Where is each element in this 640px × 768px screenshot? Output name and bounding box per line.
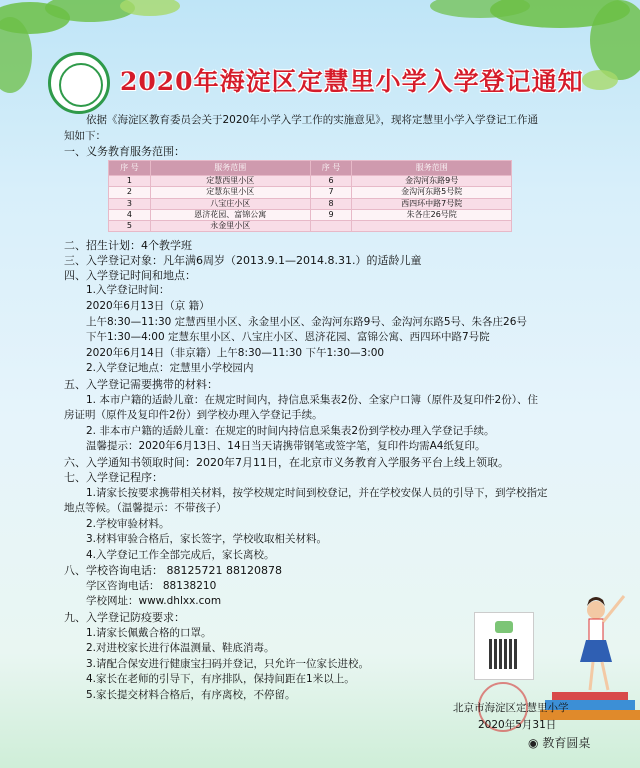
section-9-line: 5.家长提交材料合格后，有序离校，不停留。 xyxy=(86,689,296,701)
section-4-heading: 四、入学登记时间和地点： xyxy=(64,269,196,282)
section-5-heading: 五、入学登记需要携带的材料： xyxy=(64,378,218,391)
table-cell xyxy=(352,221,512,232)
girl-illustration-icon xyxy=(560,590,630,700)
section-4-line: 2.入学登记地点：定慧里小学校园内 xyxy=(86,362,254,374)
section-4-line: 2020年6月14日（非京籍）上午8:30—11:30 下午1:30—3:00 xyxy=(86,347,385,359)
section-8-line: 学区咨询电话： 88138210 xyxy=(86,580,217,592)
section-4-line: 上午8:30—11:30 定慧西里小区、永金里小区、金沟河东路9号、金沟河东路5号、朱各庄26号 xyxy=(86,316,527,328)
table-header: 序 号 xyxy=(310,161,352,176)
section-4-line: 2020年6月13日（京 籍） xyxy=(86,300,210,312)
table-cell xyxy=(310,221,352,232)
table-cell: 9 xyxy=(310,209,352,220)
intro-line-1: 依据《海淀区教育委员会关于2020年小学入学工作的实施意见》，现将定慧里小学入学登记工作通 xyxy=(86,114,538,126)
section-7-line: 3.材料审验合格后，家长签字，学校收取相关材料。 xyxy=(86,533,328,545)
table-cell: 定慧西里小区 xyxy=(150,176,310,187)
section-7-line: 2.学校审验材料。 xyxy=(86,518,170,530)
table-cell: 定慧东里小区 xyxy=(150,187,310,198)
table-header: 服务范围 xyxy=(352,161,512,176)
table-cell: 恩济花园、富锦公寓 xyxy=(150,209,310,220)
table-cell: 八宝庄小区 xyxy=(150,198,310,209)
section-5-line: 1. 本市户籍的适龄儿童：在规定时间内，持信息采集表2份、全家户口簿（原件及复印件2份）、住 xyxy=(86,394,538,406)
section-7-line: 地点等候。（温馨提示：不带孩子） xyxy=(64,502,227,514)
table-cell: 朱各庄26号院 xyxy=(352,209,512,220)
table-cell: 3 xyxy=(109,198,151,209)
section-9-line: 4.家长在老师的引导下，有序排队，保持间距在1米以上。 xyxy=(86,673,355,685)
section-7-line: 1.请家长按要求携带相关材料，按学校规定时间到校登记，并在学校安保人员的引导下，到学校指定 xyxy=(86,487,548,499)
section-9-line: 2.对进校家长进行体温测量、鞋底消毒。 xyxy=(86,642,275,654)
table-cell: 1 xyxy=(109,176,151,187)
section-6-heading: 六、入学通知书领取时间：2020年7月11日，在北京市义务教育入学服务平台上线上领取。 xyxy=(64,456,509,469)
section-8-heading: 八、学校咨询电话： 88125721 88120878 xyxy=(64,564,282,577)
notice-date: 2020年5月31日 xyxy=(478,719,557,731)
section-9-line: 1.请家长佩戴合格的口罩。 xyxy=(86,627,212,639)
table-cell: 4 xyxy=(109,209,151,220)
table-header: 服务范围 xyxy=(150,161,310,176)
section-1-heading: 一、义务教育服务范围： xyxy=(64,145,185,158)
service-area-table xyxy=(108,160,512,232)
table-header: 序 号 xyxy=(109,161,151,176)
table-cell: 8 xyxy=(310,198,352,209)
table-row xyxy=(109,221,512,232)
section-5-line: 2. 非本市户籍的适龄儿童：在规定的时间内持信息采集表2份到学校办理入学登记手续。 xyxy=(86,425,495,437)
watermark-text: 教育圆桌 xyxy=(542,736,591,750)
intro-line-2: 知如下： xyxy=(64,130,106,142)
section-4-line: 1.入学登记时间： xyxy=(86,284,170,296)
section-4-line: 下午1:30—4:00 定慧东里小区、八宝庄小区、恩济花园、富锦公寓、西四环中路7号院 xyxy=(86,331,490,343)
section-9-heading: 九、入学登记防疫要求： xyxy=(64,611,185,624)
section-2-heading: 二、招生计划：4个教学班 xyxy=(64,239,192,252)
qr-card xyxy=(474,612,534,680)
wechat-icon: ◉ xyxy=(528,736,539,750)
table-row xyxy=(109,176,512,187)
table-cell: 金沟河东路5号院 xyxy=(352,187,512,198)
section-9-line: 3.请配合保安进行健康宝扫码并登记，只允许一位家长进校。 xyxy=(86,658,370,670)
table-row xyxy=(109,209,512,220)
section-5-line: 温馨提示：2020年6月13日、14日当天请携带钢笔或签字笔，复印件均需A4纸复印。 xyxy=(86,440,486,452)
table-cell: 永金里小区 xyxy=(150,221,310,232)
table-cell: 西四环中路7号院 xyxy=(352,198,512,209)
watermark xyxy=(528,734,590,751)
table-cell: 7 xyxy=(310,187,352,198)
school-website: 学校网址：www.dhlxx.com xyxy=(86,595,222,607)
table-cell: 5 xyxy=(109,221,151,232)
table-row xyxy=(109,198,512,209)
qr-code-icon xyxy=(489,639,519,669)
section-5-line: 房证明（原件及复印件2份）到学校办理入学登记手续。 xyxy=(64,409,323,421)
section-7-heading: 七、入学登记程序： xyxy=(64,471,163,484)
page-title: 2020年海淀区定慧里小学入学登记通知 xyxy=(120,67,584,96)
table-cell: 6 xyxy=(310,176,352,187)
section-3-heading: 三、入学登记对象：凡年满6周岁（2013.9.1—2014.8.31.）的适龄儿童 xyxy=(64,254,422,267)
signature: 北京市海淀区定慧里小学 xyxy=(453,702,569,714)
table-cell: 2 xyxy=(109,187,151,198)
table-row xyxy=(109,187,512,198)
mascot-icon xyxy=(495,621,513,633)
table-cell: 金沟河东路9号 xyxy=(352,176,512,187)
table-header-row xyxy=(109,161,512,176)
section-7-line: 4.入学登记工作全部完成后，家长离校。 xyxy=(86,549,275,561)
